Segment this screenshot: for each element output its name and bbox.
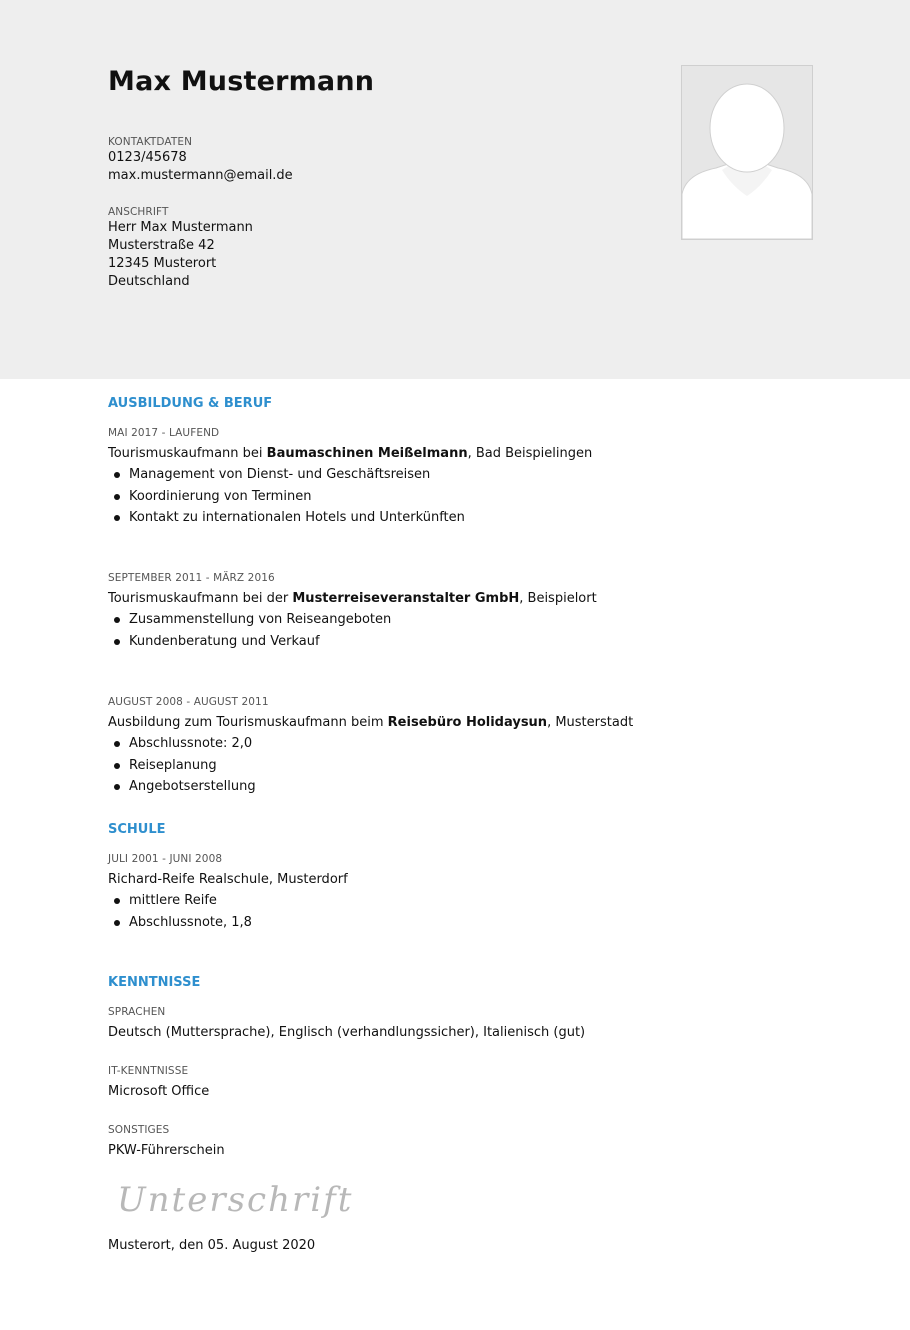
entry-title: Tourismuskaufmann bei Baumaschinen Meißelmann, Bad Beispielingen — [108, 446, 593, 461]
place-date: Musterort, den 05. August 2020 — [108, 1238, 316, 1253]
phone-number: 0123/45678 — [108, 150, 187, 165]
list-item: Abschlussnote: 2,0 — [129, 733, 633, 755]
entry-bullets — [108, 733, 633, 798]
list-item: Zusammenstellung von Reiseangeboten — [129, 609, 597, 631]
work-entry — [108, 426, 592, 529]
entry-title: Richard-Reife Realschule, Musterdorf — [108, 872, 348, 887]
skills-languages — [108, 1005, 585, 1043]
skills-other — [108, 1123, 225, 1161]
entry-bullets — [108, 464, 592, 529]
address-block — [108, 205, 253, 291]
skills-languages-value: Deutsch (Muttersprache), Englisch (verhandlungssicher), Italienisch (gut) — [108, 1025, 586, 1040]
entry-bullets — [108, 609, 597, 652]
profile-photo-placeholder — [681, 65, 813, 240]
address-label: ANSCHRIFT — [108, 206, 169, 218]
entry-title: Ausbildung zum Tourismuskaufmann beim Reisebüro Holidaysun, Musterstadt — [108, 715, 634, 730]
list-item: Management von Dienst- und Geschäftsreisen — [129, 464, 592, 486]
skills-it-value: Microsoft Office — [108, 1084, 210, 1099]
list-item: Abschlussnote, 1,8 — [129, 912, 348, 934]
school-entry — [108, 852, 348, 933]
email-address: max.mustermann@email.de — [108, 168, 293, 183]
skills-languages-label: SPRACHEN — [108, 1006, 166, 1018]
section-title-skills: KENNTNISSE — [108, 975, 201, 990]
signature: Unterschrift — [117, 1180, 354, 1220]
skills-other-value: PKW-Führerschein — [108, 1143, 225, 1158]
section-title-work: AUSBILDUNG & BERUF — [108, 396, 273, 411]
entry-date: JULI 2001 - JUNI 2008 — [108, 853, 223, 865]
company-name: Musterreiseveranstalter GmbH — [292, 591, 520, 606]
candidate-name: Max Mustermann — [108, 66, 375, 97]
address-line: 12345 Musterort — [108, 256, 217, 271]
entry-bullets — [108, 890, 348, 933]
entry-date: SEPTEMBER 2011 - MÄRZ 2016 — [108, 572, 275, 584]
skills-it-label: IT-KENNTNISSE — [108, 1065, 189, 1077]
skills-other-label: SONSTIGES — [108, 1124, 170, 1136]
list-item: Angebotserstellung — [129, 776, 633, 798]
address-line: Deutschland — [108, 274, 190, 289]
list-item: Kundenberatung und Verkauf — [129, 631, 597, 653]
work-entry — [108, 695, 633, 798]
list-item: Kontakt zu internationalen Hotels und Unterkünften — [129, 507, 592, 529]
person-silhouette-icon — [682, 66, 812, 239]
entry-title: Tourismuskaufmann bei der Musterreiseveranstalter GmbH, Beispielort — [108, 591, 597, 606]
address-line: Musterstraße 42 — [108, 238, 215, 253]
work-entry — [108, 571, 597, 652]
list-item: mittlere Reife — [129, 890, 348, 912]
section-title-school: SCHULE — [108, 822, 166, 837]
entry-date: MAI 2017 - LAUFEND — [108, 427, 220, 439]
address-line: Herr Max Mustermann — [108, 220, 253, 235]
contact-block — [108, 135, 293, 185]
list-item: Koordinierung von Terminen — [129, 486, 592, 508]
company-name: Reisebüro Holidaysun — [387, 715, 548, 730]
skills-it — [108, 1064, 209, 1102]
list-item: Reiseplanung — [129, 755, 633, 777]
contact-label: KONTAKTDATEN — [108, 136, 193, 148]
header-panel — [0, 0, 910, 379]
company-name: Baumaschinen Meißelmann — [266, 446, 468, 461]
entry-date: AUGUST 2008 - AUGUST 2011 — [108, 696, 269, 708]
